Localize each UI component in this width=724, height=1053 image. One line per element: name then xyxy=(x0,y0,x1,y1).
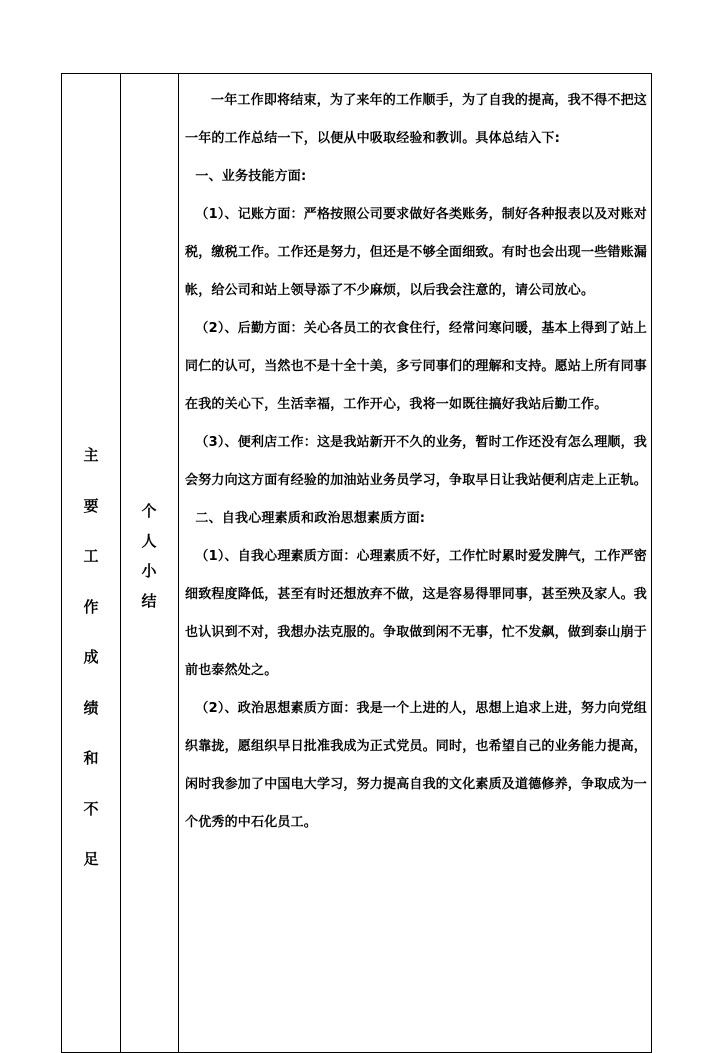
paragraph: （3）、便利店工作：这是我站新开不久的业务，暂时工作还没有怎么理顺，我会努力向这方面有经验的加油站业务员学习，争取早日让我站便利店走上正轨。 xyxy=(185,435,648,488)
paragraph: （1）、记账方面：严格按照公司要求做好各类账务，制好各种报表以及对账对税，缴税工作。工作还是努力，但还是不够全面细致。有时也会出现一些错账漏帐，给公司和站上领导添了不少麻烦，以后我会注意的，请公司放心。 xyxy=(185,207,648,298)
subcategory-label-char: 个 xyxy=(141,502,157,520)
subcategory-label-char: 小 xyxy=(141,562,157,580)
section-heading: 二、自我心理素质和政治思想素质方面: xyxy=(195,511,426,526)
column-divider xyxy=(178,74,179,1052)
category-label-char: 不 xyxy=(83,799,99,818)
paragraph: （2）、后勤方面：关心各员工的衣食住行，经常问寒问暖，基本上得到了站上同仁的认可，当然也不是十全十美，多亏同事们的理解和支持。愿站上所有同事在我的关心下，生活幸福，工作开心，我将一如既往搞好我站后勤工作。 xyxy=(185,321,648,412)
subcategory-label xyxy=(120,502,178,622)
category-label-char: 绩 xyxy=(83,698,99,717)
category-label-char: 主 xyxy=(83,446,99,464)
subcategory-label-char: 结 xyxy=(141,592,157,610)
category-label-char: 成 xyxy=(83,648,99,666)
intro-paragraph: 一年工作即将结束，为了来年的工作顺手，为了自我的提高，我不得不把这一年的工作总结一下，以便从中吸取经验和教训。具体总结入下: xyxy=(185,93,647,146)
summary-content xyxy=(185,82,647,842)
category-label-char: 作 xyxy=(83,597,99,616)
paragraph: （2）、政治思想素质方面：我是一个上进的人，思想上追求上进，努力向党组织靠拢，愿组织早日批准我成为正式党员。同时，也希望自己的业务能力提高，闲时我参加了中国电大学习，努力提高自我的文化素质及道德修养，争取成为一个优秀的中石化员工。 xyxy=(185,701,648,830)
category-label-char: 足 xyxy=(83,850,99,868)
category-label-char: 和 xyxy=(83,749,99,767)
subcategory-label-char: 人 xyxy=(141,532,157,550)
summary-table xyxy=(61,73,652,1053)
section-heading: 一、业务技能方面: xyxy=(195,169,307,184)
category-label xyxy=(62,446,120,901)
paragraph: （1）、自我心理素质方面：心理素质不好，工作忙时累时爱发脾气，工作严密细致程度降低，甚至有时还想放弃不做，这是容易得罪同事，甚至殃及家人。我也认识到不对，我想办法克服的。争取做到闲不无事，忙不发飙，做到泰山崩于前也泰然处之。 xyxy=(185,549,648,678)
category-label-char: 工 xyxy=(83,547,99,565)
category-label-char: 要 xyxy=(83,496,99,515)
